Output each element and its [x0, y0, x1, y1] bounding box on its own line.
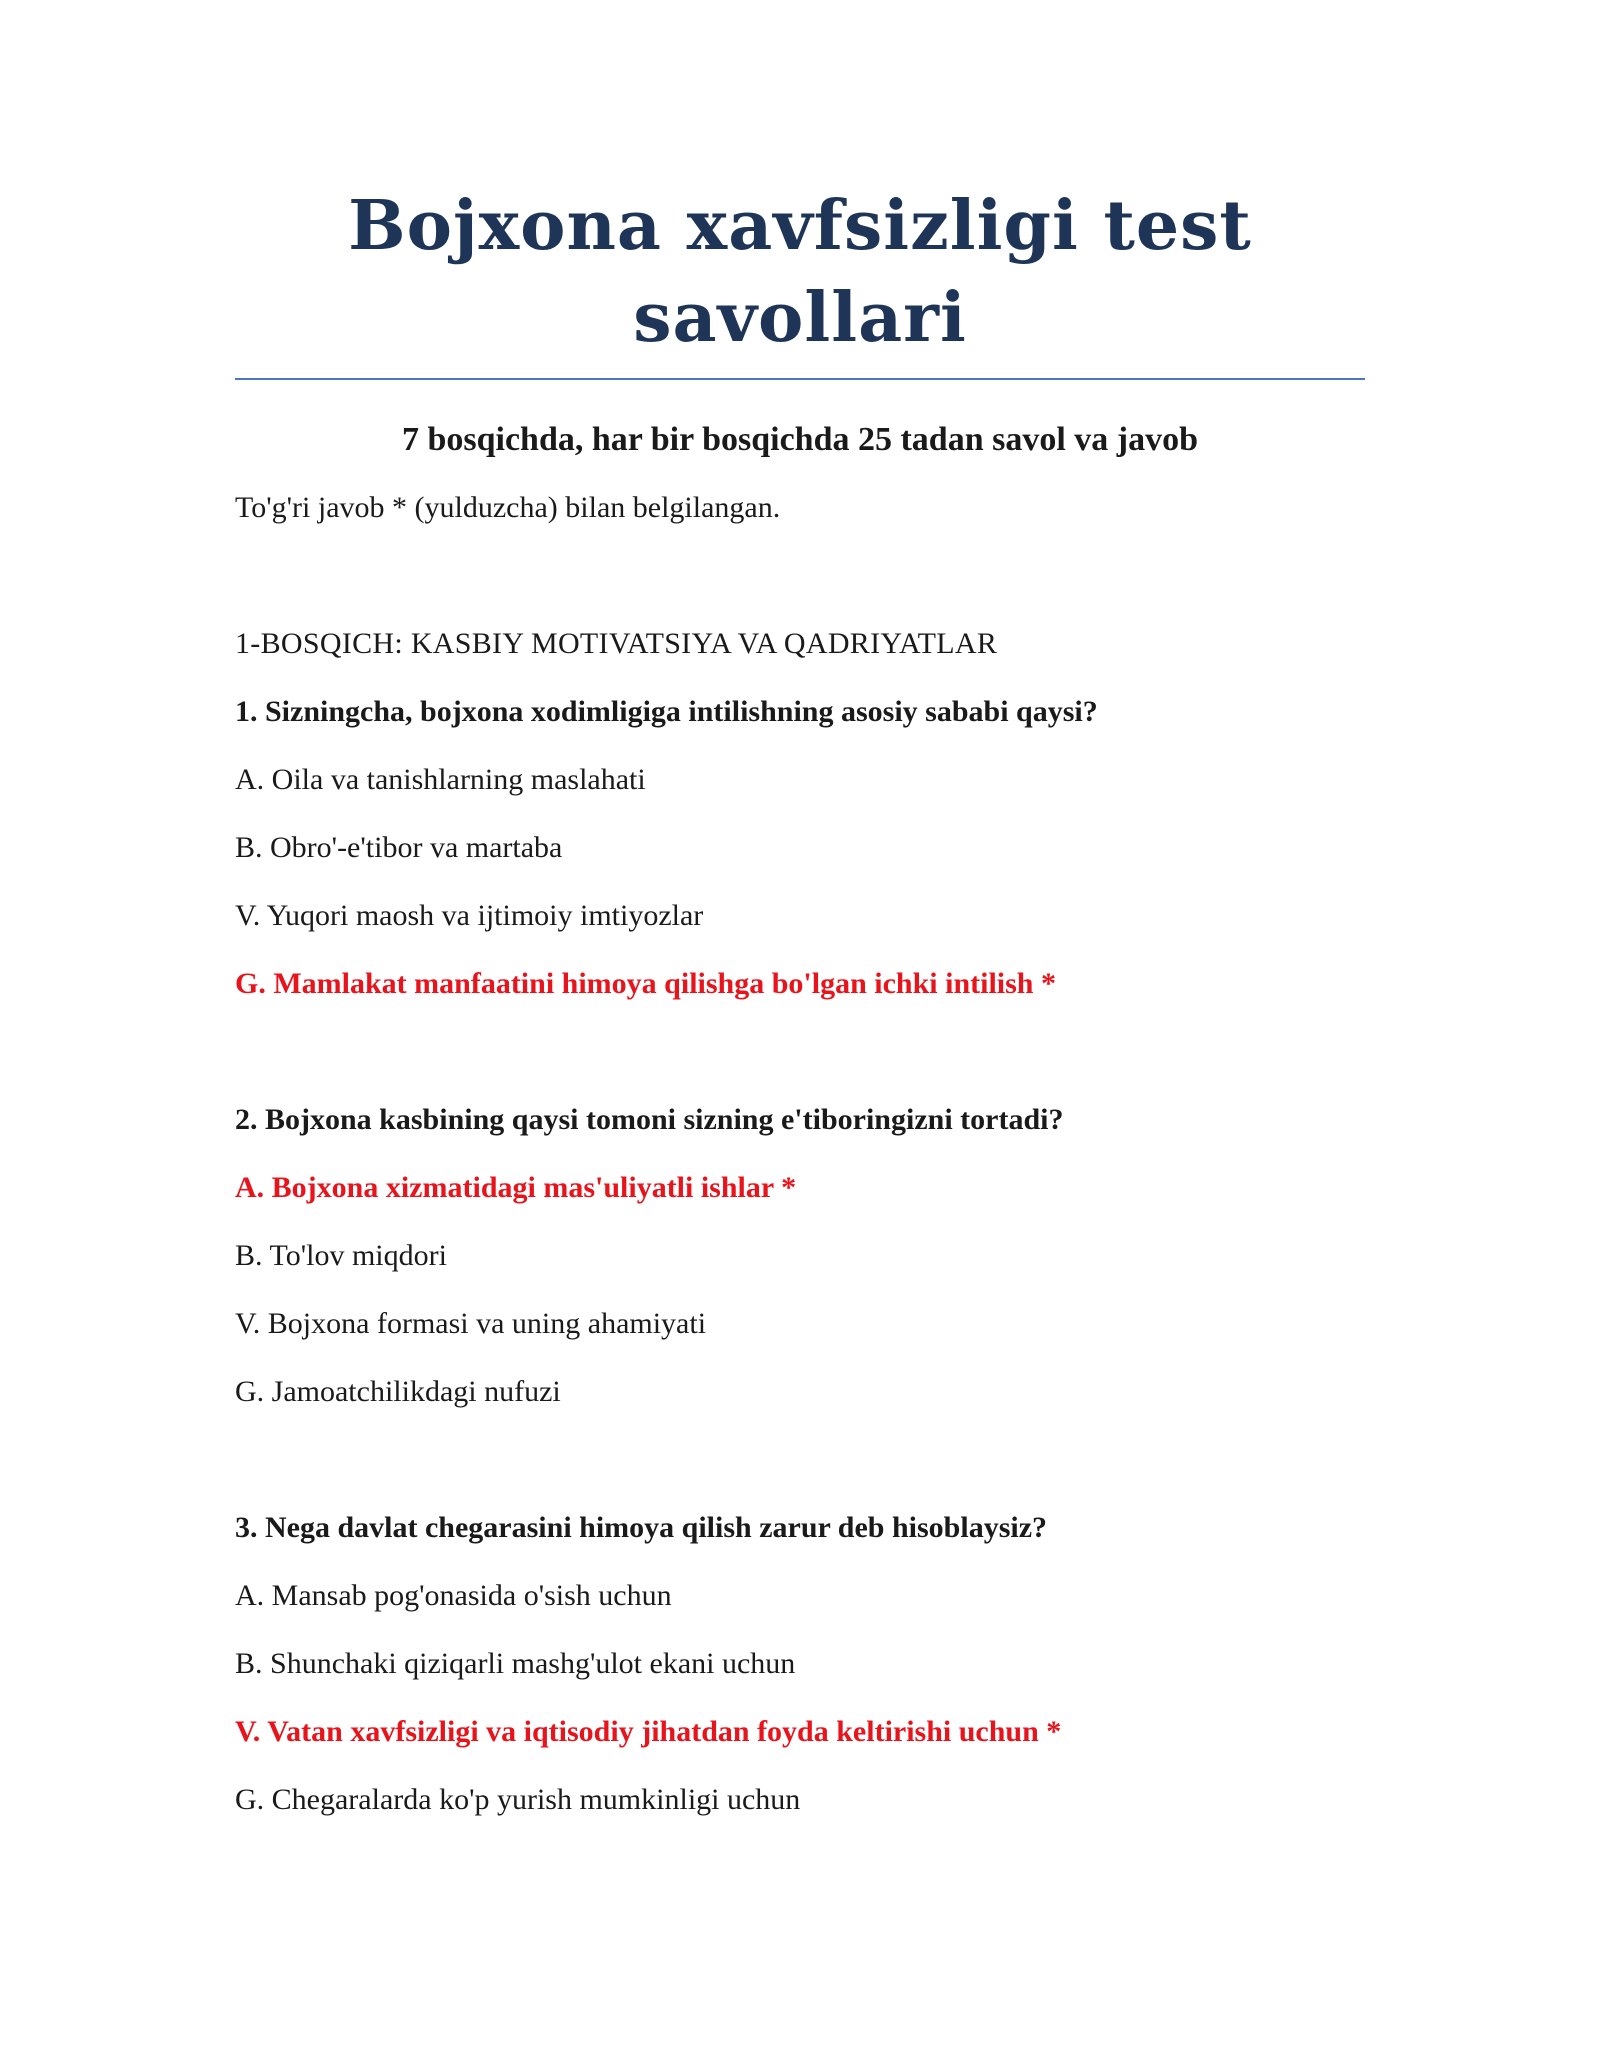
correct-answer-option: A. Bojxona xizmatidagi mas'uliyatli ishlar *	[235, 1171, 797, 1204]
document-page	[235, 180, 1365, 1820]
answer-option: B. Shunchaki qiziqarli mashg'ulot ekani uchun	[235, 1647, 796, 1680]
answer-option: G. Chegaralarda ko'p yurish mumkinligi uchun	[235, 1783, 801, 1816]
answer-option: V. Bojxona formasi va uning ahamiyati	[235, 1307, 707, 1340]
answer-option: B. To'lov miqdori	[235, 1239, 447, 1272]
question-block	[235, 1100, 1365, 1412]
correct-answer-option: V. Vatan xavfsizligi va iqtisodiy jihatdan foyda keltirishi uchun *	[235, 1715, 1062, 1748]
question-text: 3. Nega davlat chegarasini himoya qilish zarur deb hisoblaysiz?	[235, 1511, 1048, 1544]
answer-option: A. Oila va tanishlarning maslahati	[235, 763, 646, 796]
question-text: 2. Bojxona kasbining qaysi tomoni sizning e'tiboringizni tortadi?	[235, 1103, 1064, 1136]
title-divider	[235, 378, 1365, 380]
document-title: Bojxona xavfsizligi test savollari	[348, 186, 1252, 358]
section-heading: 1-BOSQICH: KASBIY MOTIVATSIYA VA QADRIYATLAR	[235, 627, 998, 660]
answer-option: V. Yuqori maosh va ijtimoiy imtiyozlar	[235, 899, 704, 932]
answer-option: A. Mansab pog'onasida o'sish uchun	[235, 1579, 672, 1612]
correct-answer-option: G. Mamlakat manfaatini himoya qilishga bo'lgan ichki intilish *	[235, 967, 1056, 1000]
answer-option: B. Obro'-e'tibor va martaba	[235, 831, 563, 864]
question-block	[235, 1508, 1365, 1820]
question-block	[235, 692, 1365, 1004]
answer-option: G. Jamoatchilikdagi nufuzi	[235, 1375, 561, 1408]
question-text: 1. Sizningcha, bojxona xodimligiga intilishning asosiy sababi qaysi?	[235, 695, 1098, 728]
document-subtitle: 7 bosqichda, har bir bosqichda 25 tadan savol va javob	[401, 421, 1199, 458]
instruction-note: To'g'ri javob * (yulduzcha) bilan belgilangan.	[235, 491, 781, 524]
